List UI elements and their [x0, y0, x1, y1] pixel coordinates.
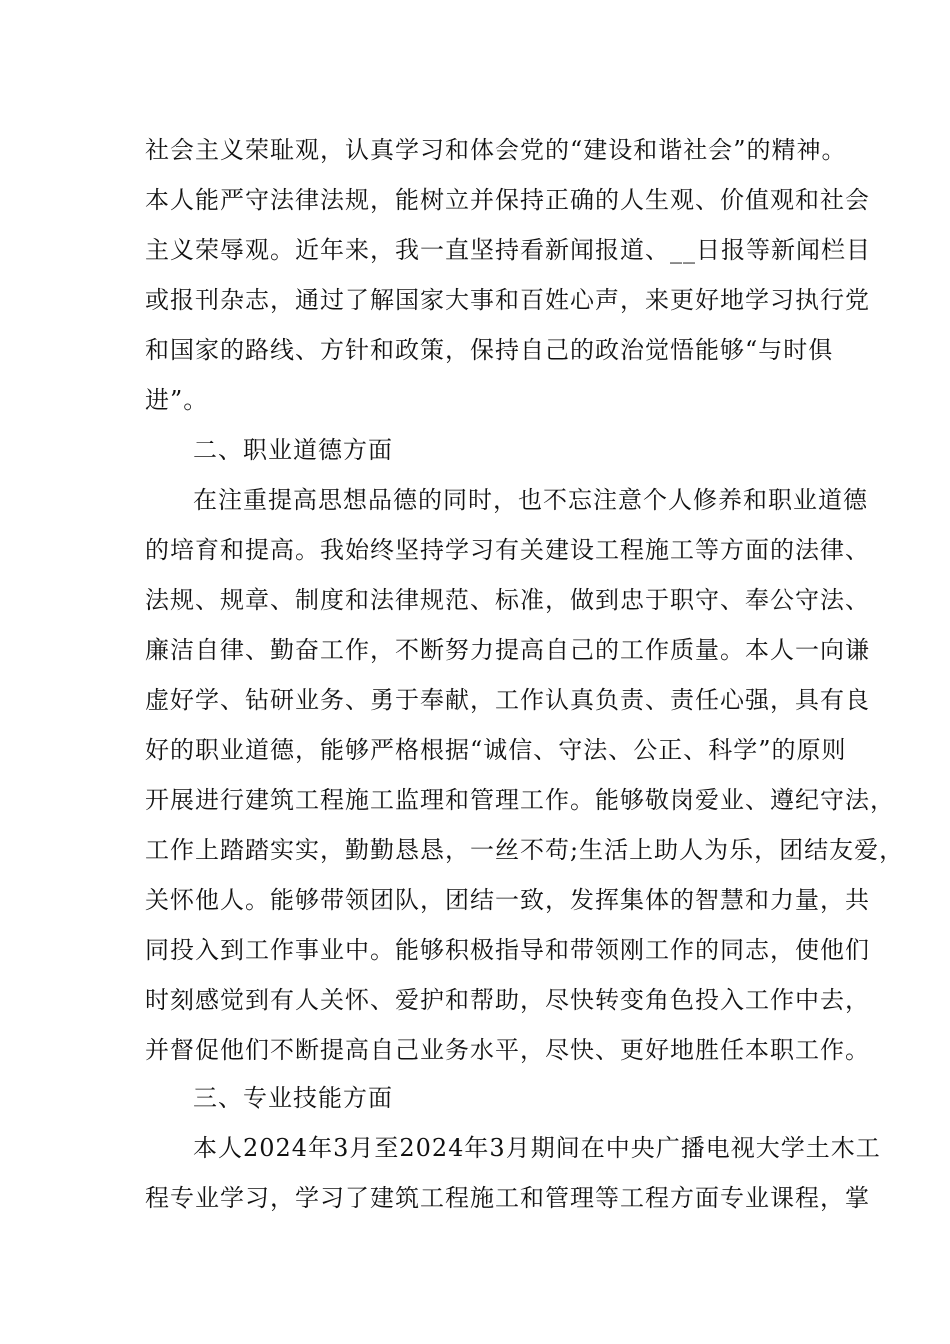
- paragraph-line: 本人能严守法律法规，能树立并保持正确的人生观、价值观和社会: [145, 186, 870, 214]
- paragraph-line: 虚好学、钻研业务、勇于奉献，工作认真负责、责任心强，具有良: [145, 686, 870, 714]
- section-heading-professional-ethics: 二、职业道德方面: [193, 436, 393, 464]
- paragraph-line: 同投入到工作事业中。能够积极指导和带领刚工作的同志，使他们: [145, 936, 870, 964]
- paragraph-line: 进”。: [145, 386, 209, 414]
- paragraph-line: 程专业学习，学习了建筑工程施工和管理等工程方面专业课程，掌: [145, 1184, 870, 1212]
- paragraph-line: 和国家的路线、方针和政策，保持自己的政治觉悟能够“与时俱: [145, 336, 834, 364]
- paragraph-line: 主义荣辱观。近年来，我一直坚持看新闻报道、__日报等新闻栏目: [145, 236, 871, 264]
- paragraph-line: 好的职业道德，能够严格根据“诚信、守法、公正、科学”的原则: [145, 736, 847, 764]
- section-heading-professional-skills: 三、专业技能方面: [193, 1084, 393, 1112]
- paragraph-line: 在注重提高思想品德的同时，也不忘注意个人修养和职业道德: [193, 486, 868, 514]
- paragraph-line: 社会主义荣耻观，认真学习和体会党的“建设和谐社会”的精神。: [145, 136, 847, 164]
- paragraph-line: 本人2024年3月至2024年3月期间在中央广播电视大学土木工: [193, 1134, 881, 1162]
- paragraph-line: 关怀他人。能够带领团队，团结一致，发挥集体的智慧和力量，共: [145, 886, 870, 914]
- paragraph-line: 廉洁自律、勤奋工作，不断努力提高自己的工作质量。本人一向谦: [145, 636, 870, 664]
- paragraph-line: 时刻感觉到有人关怀、爱护和帮助，尽快转变角色投入工作中去，: [145, 986, 870, 1014]
- paragraph-line: 开展进行建筑工程施工监理和管理工作。能够敬岗爱业、遵纪守法，: [145, 786, 895, 814]
- paragraph-line: 法规、规章、制度和法律规范、标准，做到忠于职守、奉公守法、: [145, 586, 870, 614]
- paragraph-line: 或报刊杂志，通过了解国家大事和百姓心声，来更好地学习执行党: [145, 286, 870, 314]
- paragraph-line: 的培育和提高。我始终坚持学习有关建设工程施工等方面的法律、: [145, 536, 870, 564]
- paragraph-line: 并督促他们不断提高自己业务水平，尽快、更好地胜任本职工作。: [145, 1036, 870, 1064]
- paragraph-line: 工作上踏踏实实，勤勤恳恳，一丝不苟;生活上助人为乐，团结友爱，: [145, 836, 905, 864]
